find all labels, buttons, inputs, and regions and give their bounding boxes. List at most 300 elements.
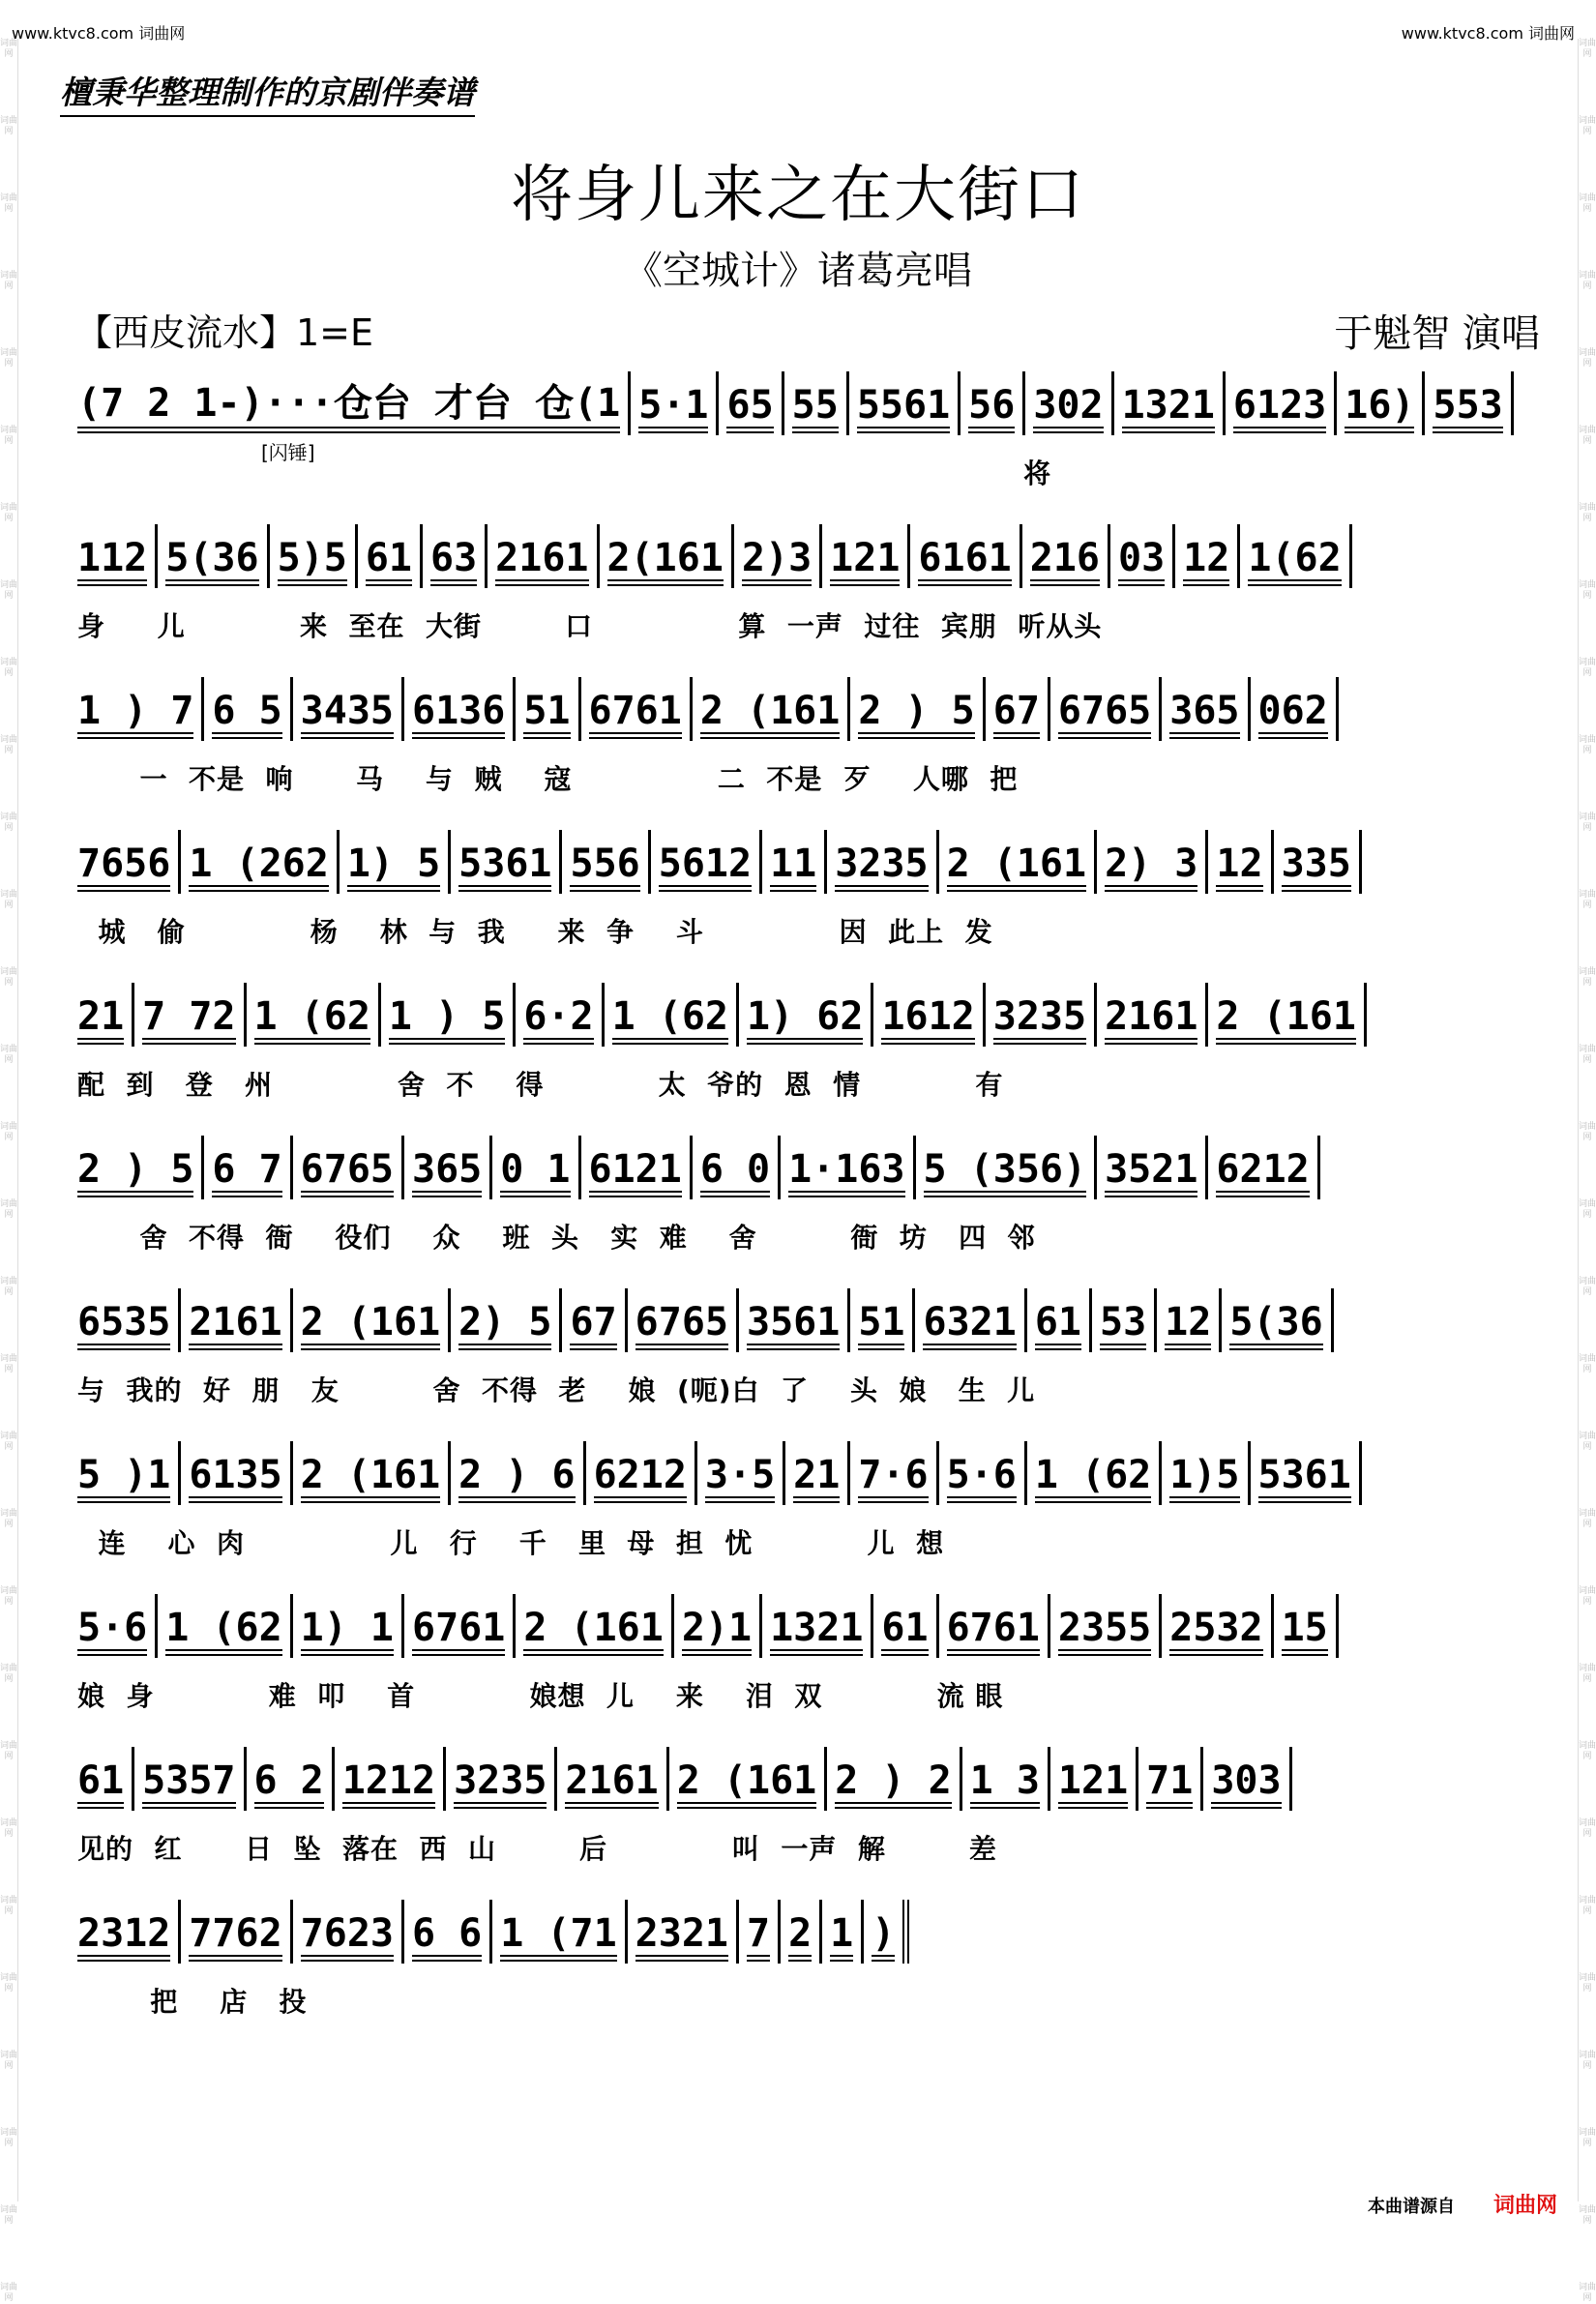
measure: [827, 830, 938, 894]
lyrics-line: 一 不是 响 马 与 贼 寇 二 不是 歹 人哪 把: [77, 763, 1019, 795]
measure: [850, 1441, 938, 1505]
measure-notes: 5(36: [1229, 1300, 1322, 1352]
measure-notes: 1)5: [1169, 1453, 1239, 1505]
measure: [873, 1594, 938, 1658]
site-url-right: www.ktvc8.com 词曲网: [1401, 24, 1575, 43]
footer: [1368, 2189, 1557, 2219]
measure-notes: 335: [1282, 842, 1351, 894]
measure: [557, 1747, 668, 1811]
measure-notes: (7 2 1-)···仓台 才台 仓(1: [77, 372, 620, 435]
measure: [340, 830, 451, 894]
measure-notes: 7762: [189, 1911, 281, 1964]
measure-notes: 63: [430, 536, 477, 588]
measure-notes: 67: [993, 689, 1040, 741]
measure-notes: 7·6: [858, 1453, 928, 1505]
measure-notes: 6 5: [212, 689, 281, 741]
measure-notes: 2) 3: [1105, 842, 1197, 894]
measure-notes: 5361: [1258, 1453, 1351, 1505]
measure-notes: 55: [792, 383, 839, 435]
measure: [1022, 524, 1110, 588]
measure: [77, 1747, 134, 1811]
measure: [986, 677, 1050, 741]
measure: [1050, 1594, 1162, 1658]
measure-notes: 2161: [565, 1758, 658, 1811]
measure: [1025, 371, 1113, 435]
measure-notes: 121: [830, 536, 900, 588]
measure: [719, 371, 783, 435]
measure-notes: 56: [968, 383, 1015, 435]
measure: [962, 1747, 1050, 1811]
measure: [1027, 1288, 1092, 1352]
measure-notes: 5 )1: [77, 1453, 170, 1505]
measure-notes: 2355: [1058, 1606, 1151, 1658]
measure: [492, 1136, 580, 1199]
measure: [1337, 371, 1425, 435]
measure: [674, 1594, 762, 1658]
measure-notes: 062: [1258, 689, 1328, 741]
measure-notes: 2: [788, 1911, 812, 1964]
measure-notes: 6 7: [212, 1147, 281, 1199]
measure-notes: 6535: [77, 1300, 170, 1352]
measure: [697, 1441, 785, 1505]
measure-notes: 12: [1183, 536, 1229, 588]
measure-notes: 61: [77, 1758, 124, 1811]
score-row: [77, 368, 1536, 513]
measure-notes: 1 (62: [165, 1606, 281, 1658]
measure: [581, 677, 693, 741]
score-row: [77, 673, 1536, 818]
measure-notes: 1 (62: [1035, 1453, 1151, 1505]
measure-notes: 1 ) 5: [389, 994, 505, 1047]
measure-notes: 2 (161: [700, 689, 841, 741]
measure-notes: 3235: [835, 842, 928, 894]
measure-notes: 6 2: [254, 1758, 324, 1811]
measure: [562, 1288, 627, 1352]
lyrics-line: 将: [77, 458, 1052, 489]
measure: [849, 371, 961, 435]
measure: [1097, 830, 1208, 894]
measure: [1162, 1594, 1273, 1658]
measure: [77, 1441, 181, 1505]
measure: [693, 677, 851, 741]
notes-line: [77, 673, 1536, 741]
measure-notes: 2321: [635, 1911, 728, 1964]
measure: [939, 1594, 1050, 1658]
page-title: 将身儿来之在大街口: [511, 160, 1085, 231]
lyrics-line: 娘 身 难 叩 首 娘想 儿 来 泪 双 流 眼: [77, 1680, 1004, 1712]
measure-notes: 2 ) 6: [458, 1453, 575, 1505]
measure: [77, 1136, 204, 1199]
measure: [864, 1900, 909, 1964]
prelude-annotation: [闪锤]: [261, 441, 315, 464]
measure: [986, 983, 1097, 1047]
lyrics-line: 身 儿 来 至在 大街 口 算 一声 过往 宾朋 听从头: [77, 610, 1103, 642]
measure: [181, 1441, 292, 1505]
measure-notes: 21: [77, 994, 124, 1047]
score-row: [77, 1437, 1536, 1582]
measure-notes: 5357: [142, 1758, 235, 1811]
measure-notes: 51: [858, 1300, 904, 1352]
measure: [404, 1900, 492, 1964]
measure-notes: 216: [1030, 536, 1100, 588]
measure-notes: 1321: [1122, 383, 1215, 435]
measure-notes: 6123: [1233, 383, 1326, 435]
measure-notes: 5·1: [638, 383, 708, 435]
measure: [1203, 1747, 1291, 1811]
lyrics-line: 配 到 登 州 舍 不 得 太 爷的 恩 情 有: [77, 1069, 1004, 1101]
measure: [762, 830, 827, 894]
measure: [1162, 1441, 1250, 1505]
measure-notes: 7: [747, 1911, 770, 1964]
measure-notes: 6135: [189, 1453, 281, 1505]
measure: [1114, 371, 1226, 435]
notes-line: [77, 826, 1536, 894]
measure: [739, 1900, 781, 1964]
measure-notes: 53: [1100, 1300, 1146, 1352]
lyrics-line: 见的 红 日 坠 落在 西 山 后 叫 一声 解 差: [77, 1833, 997, 1865]
footer-brand: 词曲网: [1493, 2194, 1557, 2218]
score-row: [77, 1590, 1536, 1735]
measure: [1050, 1747, 1138, 1811]
score-header: 檀秉华整理制作的京剧伴奏谱: [60, 68, 475, 117]
measure: [77, 1288, 181, 1352]
measure-notes: 2 ) 5: [858, 689, 974, 741]
measure: [1175, 524, 1240, 588]
measure: [781, 1900, 822, 1964]
left-watermark-strip: 词曲网 词曲网 词曲网 词曲网 词曲网 词曲网 词曲网 词曲网 词曲网 词曲网 词曲网 词曲网 词曲网 词曲网 词曲网 词曲网 词曲网 词曲网 词曲网 词曲网 词曲网 词曲网 词曲网 词曲网 词曲网 词曲网 词曲网 词曲网 词曲网 词曲网: [0, 39, 18, 2303]
measure: [939, 1441, 1027, 1505]
measure-notes: 2 ) 5: [77, 1147, 193, 1199]
measure-notes: 2 (161: [1216, 994, 1356, 1047]
notes-line: [77, 979, 1536, 1047]
measure: [562, 830, 650, 894]
measure: [158, 1594, 292, 1658]
notes-line: [77, 368, 1536, 435]
measure-notes: 112: [77, 536, 147, 588]
measure-notes: 12: [1216, 842, 1262, 894]
measure-notes: 1 3: [970, 1758, 1040, 1811]
measure-notes: 11: [770, 842, 816, 894]
notes-line: [77, 1743, 1536, 1811]
measure-notes: 2161: [495, 536, 588, 588]
measure: [1097, 1136, 1208, 1199]
measure-notes: 3235: [993, 994, 1086, 1047]
measure: [358, 524, 423, 588]
measure-notes: ): [872, 1911, 895, 1964]
measure-notes: 5·6: [947, 1453, 1017, 1505]
measure: [781, 1136, 915, 1199]
measure-notes: 302: [1033, 383, 1103, 435]
measure-notes: 12: [1165, 1300, 1211, 1352]
measure: [873, 983, 985, 1047]
measure-notes: 2 (161: [677, 1758, 817, 1811]
score-row: [77, 826, 1536, 971]
measure: [1162, 677, 1250, 741]
score-row: [77, 1743, 1536, 1888]
measure: [181, 1900, 292, 1964]
measure: [270, 524, 358, 588]
measure-notes: 7 72: [142, 994, 235, 1047]
measure-notes: 15: [1282, 1606, 1328, 1658]
measure-notes: 1 (71: [500, 1911, 616, 1964]
measure-notes: 6 6: [412, 1911, 482, 1964]
measure: [293, 1900, 404, 1964]
measure: [293, 1136, 404, 1199]
measure-notes: 2 (161: [301, 1300, 441, 1352]
measure-notes: 1) 62: [747, 994, 863, 1047]
measure: [451, 1288, 562, 1352]
measure-notes: 2161: [1105, 994, 1197, 1047]
measure: [451, 830, 562, 894]
measure-notes: 365: [412, 1147, 482, 1199]
measure: [404, 1136, 492, 1199]
measure: [1226, 371, 1337, 435]
measure-notes: 2 ) 2: [835, 1758, 951, 1811]
measure: [600, 524, 734, 588]
measure-notes: 16): [1345, 383, 1414, 435]
measure-notes: 1 (62: [254, 994, 370, 1047]
measure: [1240, 524, 1351, 588]
measure-notes: 1 (62: [612, 994, 728, 1047]
measure-notes: 2)3: [742, 536, 812, 588]
measure-notes: 2(161: [607, 536, 724, 588]
measure: [1274, 830, 1362, 894]
lyrics-line: 连 心 肉 儿 行 千 里 母 担 忧 儿 想: [77, 1527, 945, 1559]
measure-notes: 1321: [770, 1606, 863, 1658]
notes-line: [77, 1437, 1536, 1505]
measure-notes: 6212: [594, 1453, 687, 1505]
measure: [335, 1747, 446, 1811]
measure-notes: 3435: [301, 689, 394, 741]
measure-notes: 1212: [342, 1758, 435, 1811]
site-url-left: www.ktvc8.com 词曲网: [12, 24, 186, 43]
measure-notes: 21: [793, 1453, 840, 1505]
measure: [488, 524, 599, 588]
measure-notes: 6212: [1216, 1147, 1309, 1199]
measure-notes: 2)1: [682, 1606, 752, 1658]
measure-notes: 1) 1: [301, 1606, 394, 1658]
measure: [1110, 524, 1175, 588]
measure: [1027, 1441, 1162, 1505]
score-row: [77, 1285, 1536, 1430]
measure-notes: 61: [881, 1606, 928, 1658]
measure-notes: 5361: [458, 842, 551, 894]
measure: [1425, 371, 1513, 435]
measure: [1092, 1288, 1157, 1352]
measure-notes: 2) 5: [458, 1300, 551, 1352]
measure: [762, 1594, 873, 1658]
notes-line: [77, 1590, 1536, 1658]
measure-notes: 6765: [1058, 689, 1151, 741]
measure: [293, 1594, 404, 1658]
measure-notes: 1612: [881, 994, 974, 1047]
measure: [827, 1747, 961, 1811]
measure-notes: 1: [830, 1911, 853, 1964]
measure: [1138, 1747, 1203, 1811]
measure-notes: 2161: [189, 1300, 281, 1352]
measure: [77, 677, 204, 741]
measure: [181, 830, 340, 894]
measure: [181, 1288, 292, 1352]
measure: [1097, 983, 1208, 1047]
score-row: [77, 1896, 1536, 2041]
measure-notes: 65: [726, 383, 773, 435]
measure: [739, 1288, 850, 1352]
measure: [247, 983, 381, 1047]
measure: [158, 524, 269, 588]
measure-notes: 2 (161: [301, 1453, 441, 1505]
measure: [784, 371, 849, 435]
measure-notes: 6161: [918, 536, 1011, 588]
measure: [586, 1441, 697, 1505]
measure-notes: 6121: [589, 1147, 682, 1199]
measure-notes: 1 (262: [189, 842, 329, 894]
measure-notes: 2 (161: [947, 842, 1087, 894]
measure-notes: 3561: [747, 1300, 840, 1352]
measure: [516, 677, 580, 741]
measure: [451, 1441, 585, 1505]
measure: [293, 1288, 452, 1352]
measure-notes: 556: [570, 842, 639, 894]
measure-notes: 5(36: [165, 536, 258, 588]
measure-notes: 61: [1035, 1300, 1081, 1352]
measure: [1157, 1288, 1222, 1352]
measure: [628, 1900, 739, 1964]
lyrics-line: 把 店 投: [77, 1986, 308, 2018]
measure: [785, 1441, 850, 1505]
measure: [446, 1747, 557, 1811]
measure-notes: 6761: [589, 689, 682, 741]
measure: [739, 983, 873, 1047]
lyrics-line: 城 偷 杨 林 与 我 来 争 斗 因 此上 发: [77, 916, 993, 948]
measure: [734, 524, 822, 588]
measure: [1050, 677, 1162, 741]
measure-notes: 3·5: [705, 1453, 775, 1505]
measure: [581, 1136, 693, 1199]
measure-notes: 6136: [412, 689, 505, 741]
notes-line: [77, 1132, 1536, 1199]
measure: [605, 983, 739, 1047]
measure: [1251, 677, 1339, 741]
measure: [822, 524, 910, 588]
measure-notes: 6·2: [523, 994, 593, 1047]
measure-notes: 2 (161: [523, 1606, 664, 1658]
measure: [850, 677, 985, 741]
measure: [651, 830, 762, 894]
measure-notes: 365: [1169, 689, 1239, 741]
measure-notes: 3521: [1105, 1147, 1197, 1199]
measure-notes: 6761: [947, 1606, 1040, 1658]
measure: [381, 983, 516, 1047]
measure-notes: 5561: [857, 383, 950, 435]
measure: [204, 1136, 292, 1199]
score-row: [77, 979, 1536, 1124]
lyrics-line: 与 我的 好 朋 友 舍 不得 老 娘 (呃)白 了 头 娘 生 儿: [77, 1374, 1036, 1406]
measure-notes: 2532: [1169, 1606, 1262, 1658]
measure-notes: 71: [1146, 1758, 1193, 1811]
measure: [516, 983, 604, 1047]
measure-notes: 5)5: [278, 536, 347, 588]
measure-notes: 7623: [301, 1911, 394, 1964]
measure: [77, 830, 181, 894]
measure: [404, 677, 516, 741]
measure: [1274, 1594, 1339, 1658]
measure: [77, 371, 631, 435]
measure: [1208, 983, 1367, 1047]
measure-notes: 303: [1211, 1758, 1281, 1811]
measure-notes: 553: [1433, 383, 1502, 435]
measure: [961, 371, 1025, 435]
page-subtitle: 《空城计》诸葛亮唱: [624, 249, 972, 293]
right-watermark-strip: 词曲网 词曲网 词曲网 词曲网 词曲网 词曲网 词曲网 词曲网 词曲网 词曲网 词曲网 词曲网 词曲网 词曲网 词曲网 词曲网 词曲网 词曲网 词曲网 词曲网 词曲网 词曲网 词曲网 词曲网 词曲网 词曲网 词曲网 词曲网 词曲网 词曲网: [1579, 39, 1596, 2303]
measure-notes: 3235: [454, 1758, 547, 1811]
measure: [77, 1900, 181, 1964]
measure: [204, 677, 292, 741]
measure: [293, 1441, 452, 1505]
measure-notes: 5 (356): [924, 1147, 1087, 1199]
notes-line: [77, 520, 1536, 588]
measure: [423, 524, 488, 588]
measure-notes: 5612: [659, 842, 752, 894]
footer-source: 本曲谱源自: [1367, 2197, 1455, 2217]
measure-notes: 51: [523, 689, 570, 741]
measure-notes: 03: [1118, 536, 1165, 588]
measure-notes: 121: [1058, 1758, 1128, 1811]
measure: [134, 1747, 246, 1811]
notes-line: [77, 1285, 1536, 1352]
lyrics-line: 舍 不得 衙 役们 众 班 头 实 难 舍 衙 坊 四 邻: [77, 1222, 1036, 1254]
measure: [916, 1136, 1098, 1199]
measure-notes: 5·6: [77, 1606, 147, 1658]
measure-notes: 67: [570, 1300, 616, 1352]
measure: [915, 1288, 1026, 1352]
measure: [404, 1594, 516, 1658]
score-row: [77, 1132, 1536, 1277]
measure-notes: 6761: [412, 1606, 505, 1658]
measure: [850, 1288, 915, 1352]
measure: [1222, 1288, 1333, 1352]
measure: [1208, 1136, 1319, 1199]
measure: [134, 983, 246, 1047]
measure: [693, 1136, 781, 1199]
measure: [77, 524, 158, 588]
measure: [1208, 830, 1273, 894]
measure: [77, 1594, 158, 1658]
measure: [247, 1747, 335, 1811]
measure: [669, 1747, 828, 1811]
measure-notes: 1) 5: [347, 842, 440, 894]
measure: [516, 1594, 674, 1658]
measure-notes: 1·163: [788, 1147, 904, 1199]
measure: [77, 983, 134, 1047]
measure-notes: 1(62: [1248, 536, 1341, 588]
measure: [910, 524, 1021, 588]
measure: [822, 1900, 864, 1964]
score-row: [77, 520, 1536, 665]
measure: [631, 371, 719, 435]
singer-credit: 于魁智 演唱: [1334, 311, 1540, 356]
measure: [293, 677, 404, 741]
measure-notes: 61: [366, 536, 412, 588]
measure-notes: 6765: [301, 1147, 394, 1199]
tempo-key: 【西皮流水】1=E: [75, 311, 374, 354]
measure-notes: 7656: [77, 842, 170, 894]
measure: [939, 830, 1098, 894]
measure: [628, 1288, 739, 1352]
measure-notes: 0 1: [500, 1147, 570, 1199]
measure-notes: 1 ) 7: [77, 689, 193, 741]
measure: [1251, 1441, 1362, 1505]
